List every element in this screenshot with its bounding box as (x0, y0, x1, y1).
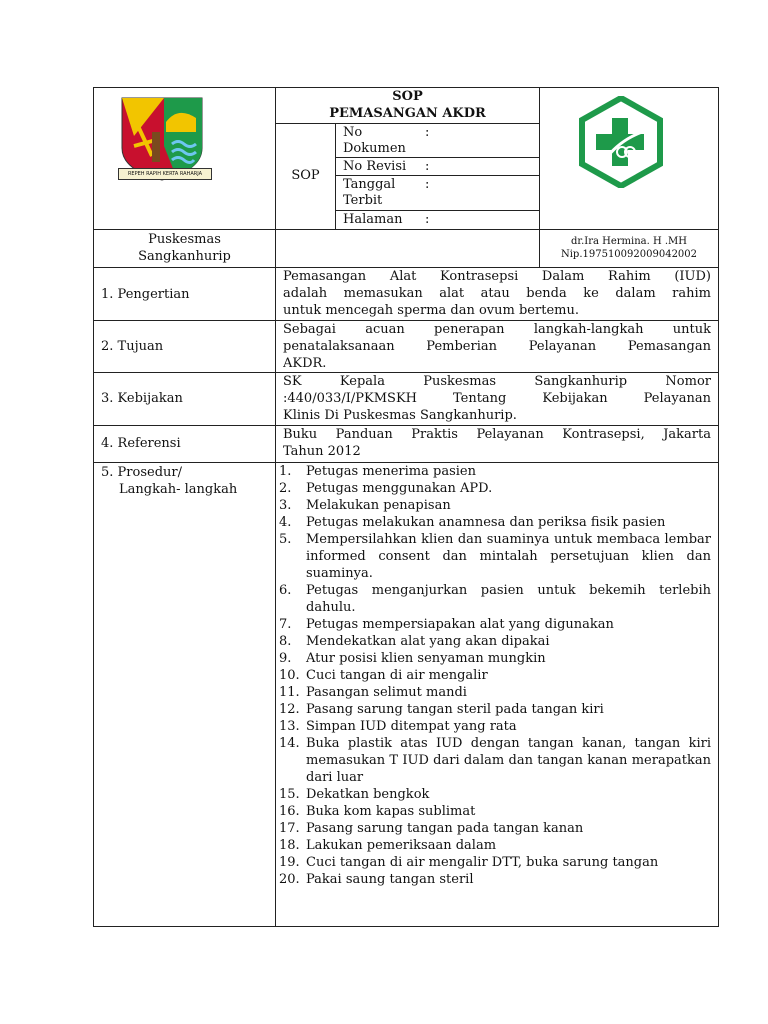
step-text: Buka kom kapas sublimat (306, 804, 476, 819)
step-number: 15. (279, 787, 300, 802)
step-text: Cuci tangan di air mengalir (306, 668, 488, 683)
step-text: Petugas menerima pasien (306, 464, 476, 479)
procedure-step (279, 463, 711, 480)
step-number: 11. (279, 685, 300, 700)
procedure-step (279, 667, 711, 684)
step-number: 17. (279, 821, 300, 836)
step-number: 3. (279, 498, 292, 513)
step-number: 1. (279, 464, 292, 479)
step-number: 19. (279, 855, 300, 870)
puskesmas-logo-icon (578, 96, 664, 188)
section-text-tujuan: Sebagai acuan penerapan langkah-langkah untuk penatalaksanaan Pemberian Pelayanan Pemasangan AKDR. (283, 322, 711, 371)
step-number: 7. (279, 617, 292, 632)
procedure-step (279, 837, 711, 854)
step-number: 9. (279, 651, 292, 666)
procedure-step (279, 684, 711, 701)
field-colon: : (425, 177, 430, 192)
unit-name-2: Sangkanhurip (138, 249, 231, 264)
step-text: Buka plastik atas IUD dengan tangan kanan, tangan kiri memasukan T IUD dari dalam dan tangan kanan merapatkan dari luar (306, 736, 711, 785)
procedure-step (279, 582, 711, 616)
official-nip: Nip.197510092009042002 (560, 249, 698, 260)
step-number: 4. (279, 515, 292, 530)
section-label-referensi: 4. Referensi (101, 436, 181, 451)
unit-name: Puskesmas (148, 232, 221, 247)
sop-title-top: SOP (392, 89, 423, 104)
section-text-referensi: Buku Panduan Praktis Pelayanan Kontrasepsi, Jakarta Tahun 2012 (283, 427, 711, 459)
step-text: Pasangan selimut mandi (306, 685, 467, 700)
field-tanggal-label: Tanggal (343, 177, 396, 192)
section-text-kebijakan: SK Kepala Puskesmas Sangkanhurip Nomor :440/033/I/PKMSKH Tentang Kebijakan Pelayanan Klinis Di Puskesmas Sangkanhurip. (283, 374, 711, 423)
step-text: Melakukan penapisan (306, 498, 451, 513)
step-text: Petugas menggunakan APD. (306, 481, 493, 496)
procedure-step (279, 786, 711, 803)
sop-label: SOP (291, 168, 320, 183)
procedure-step (279, 820, 711, 837)
procedure-step (279, 701, 711, 718)
procedure-step (279, 871, 711, 888)
step-text: Petugas mempersiapakan alat yang digunakan (306, 617, 614, 632)
procedure-step (279, 531, 711, 582)
procedure-steps (279, 463, 711, 888)
step-text: Petugas melakukan anamnesa dan periksa fisik pasien (306, 515, 666, 530)
step-number: 12. (279, 702, 300, 717)
step-text: Pasang sarung tangan steril pada tangan kiri (306, 702, 604, 717)
field-colon: : (425, 125, 430, 140)
step-text: Pasang sarung tangan pada tangan kanan (306, 821, 584, 836)
step-number: 10. (279, 668, 300, 683)
step-number: 16. (279, 804, 300, 819)
procedure-step (279, 735, 711, 786)
step-number: 20. (279, 872, 300, 887)
step-text: Mendekatkan alat yang akan dipakai (306, 634, 550, 649)
procedure-step (279, 718, 711, 735)
step-text: Pakai saung tangan steril (306, 872, 474, 887)
section-label-tujuan: 2. Tujuan (101, 339, 164, 354)
step-number: 13. (279, 719, 300, 734)
procedure-step (279, 803, 711, 820)
step-number: 6. (279, 583, 292, 598)
procedure-step (279, 514, 711, 531)
field-no-dokumen-label: No (343, 125, 363, 140)
step-number: 18. (279, 838, 300, 853)
section-label-pengertian: 1. Pengertian (101, 287, 190, 302)
procedure-step (279, 633, 711, 650)
field-halaman-label: Halaman (343, 212, 403, 227)
step-text: Mempersilahkan klien dan suaminya untuk membaca lembar informed consent dan mintalah persetujuan klien dan suaminya. (306, 532, 711, 581)
step-number: 14. (279, 736, 300, 751)
official-name: dr.Ira Hermina. H .MH (570, 236, 688, 247)
step-text: Simpan IUD ditempat yang rata (306, 719, 517, 734)
sop-title: PEMASANGAN AKDR (329, 106, 486, 121)
crest-banner: REPEH RAPIH KERTA RAHARJA (118, 168, 212, 180)
step-number: 8. (279, 634, 292, 649)
section-text-pengertian: Pemasangan Alat Kontrasepsi Dalam Rahim (IUD) adalah memasukan alat atau benda ke dalam rahim untuk mencegah sperma dan ovum bertemu. (283, 269, 711, 318)
field-no-dokumen-label-2: Dokumen (343, 141, 406, 156)
step-text: Atur posisi klien senyaman mungkin (306, 651, 546, 666)
field-colon: : (425, 159, 430, 174)
procedure-step (279, 497, 711, 514)
procedure-step (279, 854, 711, 871)
procedure-label-2: Langkah- langkah (119, 482, 238, 497)
step-text: Petugas menganjurkan pasien untuk bekemih terlebih dahulu. (306, 583, 711, 615)
procedure-label: 5. Prosedur/ (101, 465, 182, 480)
section-label-kebijakan: 3. Kebijakan (101, 391, 183, 406)
procedure-step (279, 650, 711, 667)
step-text: Cuci tangan di air mengalir DTT, buka sarung tangan (306, 855, 659, 870)
step-number: 5. (279, 532, 292, 547)
step-number: 2. (279, 481, 292, 496)
procedure-step (279, 616, 711, 633)
field-tanggal-label-2: Terbit (343, 193, 383, 208)
field-no-revisi-label: No Revisi (343, 159, 407, 174)
step-text: Lakukan pemeriksaan dalam (306, 838, 497, 853)
field-colon: : (425, 212, 430, 227)
step-text: Dekatkan bengkok (306, 787, 430, 802)
procedure-step (279, 480, 711, 497)
